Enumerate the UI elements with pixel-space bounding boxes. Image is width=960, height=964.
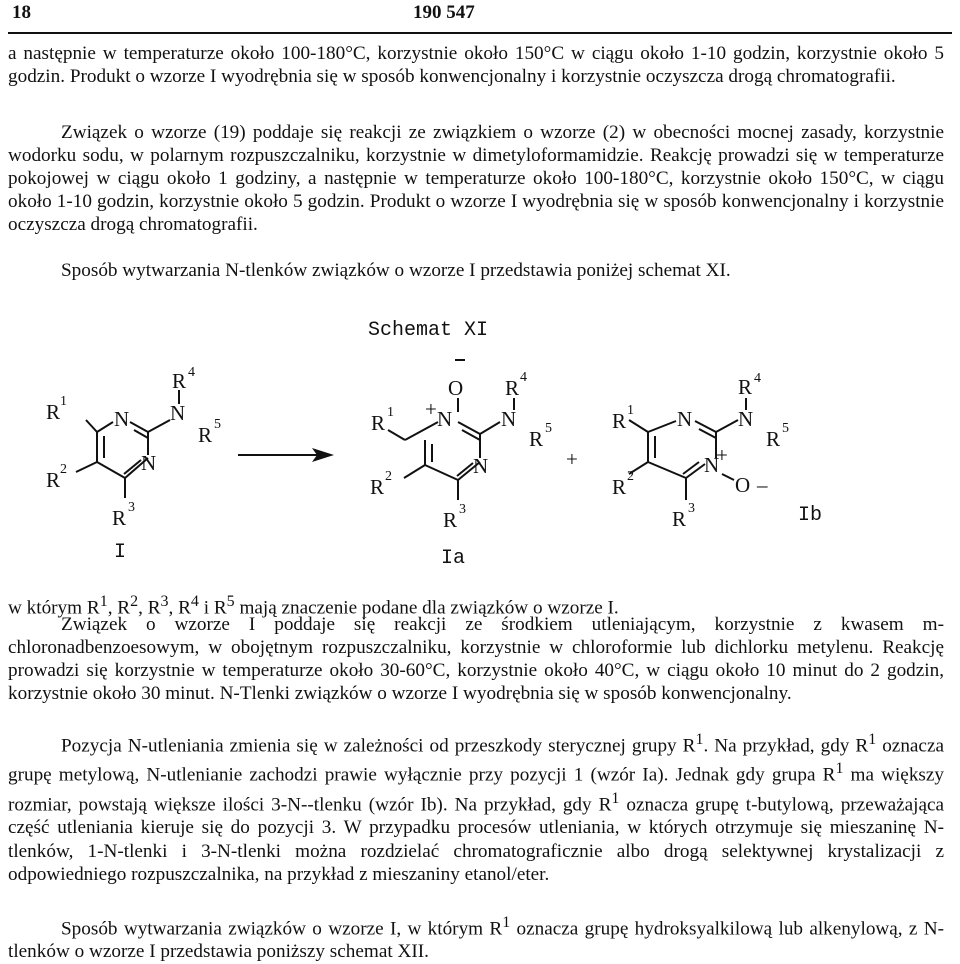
svg-text:R: R <box>612 409 627 433</box>
svg-text:+: + <box>425 397 437 421</box>
paragraph-3: Sposób wytwarzania N-tlenków związków o wzorze I przedstawia poniżej schemat XI. <box>61 260 731 281</box>
label-i: I <box>114 541 127 564</box>
molecule-i <box>46 365 221 564</box>
svg-text:3: 3 <box>459 502 466 517</box>
paragraph-1: a następnie w temperaturze około 100-180°C, korzystnie około 150°C w ciągu około 1-10 godzin, korzystnie około 5 godzin. Produkt o wzorze I wyodrębnia się w sposób konwencjonalny i korzystnie oczyszcza drogą chromatografii. <box>8 43 944 88</box>
svg-text:O: O <box>735 473 751 497</box>
svg-text:4: 4 <box>754 371 761 386</box>
scheme-plus: + <box>566 447 578 471</box>
svg-text:5: 5 <box>214 417 221 432</box>
scheme-title: Schemat XI <box>368 319 489 342</box>
svg-text:1: 1 <box>627 403 634 418</box>
svg-text:3: 3 <box>128 500 135 515</box>
svg-text:N: N <box>437 407 453 431</box>
svg-text:–: – <box>757 473 768 497</box>
molecule-ia <box>370 360 552 570</box>
svg-text:5: 5 <box>782 421 789 436</box>
page-number: 18 <box>12 2 31 23</box>
svg-text:4: 4 <box>188 365 195 380</box>
svg-text:N: N <box>501 407 517 431</box>
molecule-ib <box>612 371 822 531</box>
svg-text:N: N <box>141 451 157 475</box>
svg-text:R: R <box>738 375 753 399</box>
paragraph-4: w którym $R^1$, $R^2$, $R^3$, $R^4$ i $R^5$ mają znaczenie podane dla związków o wzorze I. <box>8 593 619 619</box>
svg-text:R: R <box>371 411 386 435</box>
paragraph-6: Pozycja N-utleniania zmienia się w zależności od przeszkody sterycznej grupy $R^1$. Na przykład, gdy $R^1$ oznacza grupę metylową, N-utlenianie zachodzi prawie wyłącznie przy pozycji 1 (wzór Ia). Jednak gdy grupa $R^1$ ma większy rozmiar, powstają większe ilości 3-N--tlenku (wzór Ib). Na przykład, gdy $R^1$ oznacza grupę t-butylową, przeważająca część utleniania kieruje się do pozycji 3. W przypadku procesów utleniania, w których otrzymuje się mieszaninę N-tlenków, 1-N-tlenki i 3-N-tlenki można rozdzielać chromatograficznie albo drogą selektywnej krystalizacji z odpowiedniego rozpuszczalnika, na przykład z mieszaniny etanol/eter. <box>8 731 944 885</box>
svg-text:2: 2 <box>385 469 392 484</box>
svg-text:N: N <box>170 401 186 425</box>
svg-text:O: O <box>448 376 464 400</box>
patent-id: 190 547 <box>413 2 475 23</box>
svg-text:4: 4 <box>520 370 527 385</box>
svg-text:N: N <box>677 407 693 431</box>
svg-text:N: N <box>704 453 720 477</box>
svg-text:N: N <box>738 407 754 431</box>
svg-text:R: R <box>198 423 213 447</box>
header-rule <box>8 32 952 34</box>
svg-text:2: 2 <box>60 462 67 477</box>
paragraph-2: Związek o wzorze (19) poddaje się reakcji ze związkiem o wzorze (2) w obecności mocnej zasady, korzystnie wodorku sodu, w polarnym rozpuszczalniku, korzystnie w dimetyloformamidzie. Reakcję prowadzi się w temperaturze pokojowej w ciągu około 1 godziny, a następnie w temperaturze około 100-180°C, korzystnie około 150°C, w ciągu około 1-10 godzin, korzystnie około 5 godzin. Produkt o wzorze I wyodrębnia się w sposób konwencjonalny i korzystnie oczyszcza drogą chromatografii. <box>8 122 944 236</box>
svg-text:R: R <box>612 475 627 499</box>
svg-text:+: + <box>716 443 728 467</box>
label-ib: Ib <box>798 504 823 527</box>
svg-text:R: R <box>766 427 781 451</box>
svg-text:R: R <box>505 376 520 400</box>
svg-text:R: R <box>443 508 458 532</box>
reaction-scheme <box>0 300 960 590</box>
svg-text:N: N <box>473 454 489 478</box>
svg-text:R: R <box>46 468 61 492</box>
svg-text:1: 1 <box>387 405 394 420</box>
svg-text:R: R <box>46 400 61 424</box>
svg-text:2: 2 <box>627 469 634 484</box>
paragraph-5: Związek o wzorze I poddaje się reakcji ze środkiem utleniającym, korzystnie z kwasem m-chloronadbenzoesowym, w obojętnym rozpuszczalniku, korzystnie w chloroformie lub dichlorku metylenu. Reakcję prowadzi się korzystnie w temperaturze około 30-60°C, korzystnie około 40°C, w ciągu około 10 minut do 2 godzin, korzystnie około 30 minut. N-Tlenki związków o wzorze I wyodrębnia się w sposób konwencjonalny. <box>8 614 944 705</box>
label-ia: Ia <box>441 547 466 570</box>
svg-text:R: R <box>370 475 385 499</box>
svg-text:1: 1 <box>60 394 67 409</box>
svg-text:R: R <box>672 507 687 531</box>
svg-text:3: 3 <box>688 501 695 516</box>
svg-text:R: R <box>112 506 127 530</box>
paragraph-7: Sposób wytwarzania związków o wzorze I, w którym $R^1$ oznacza grupę hydroksyalkilową lub alkenylową, z N-tlenków o wzorze I przedstawia poniższy schemat XII. <box>8 914 945 963</box>
svg-text:R: R <box>172 369 187 393</box>
svg-text:N: N <box>114 407 130 431</box>
svg-text:5: 5 <box>545 421 552 436</box>
page-header <box>0 0 960 36</box>
svg-text:R: R <box>529 427 544 451</box>
reaction-arrow <box>238 448 334 462</box>
